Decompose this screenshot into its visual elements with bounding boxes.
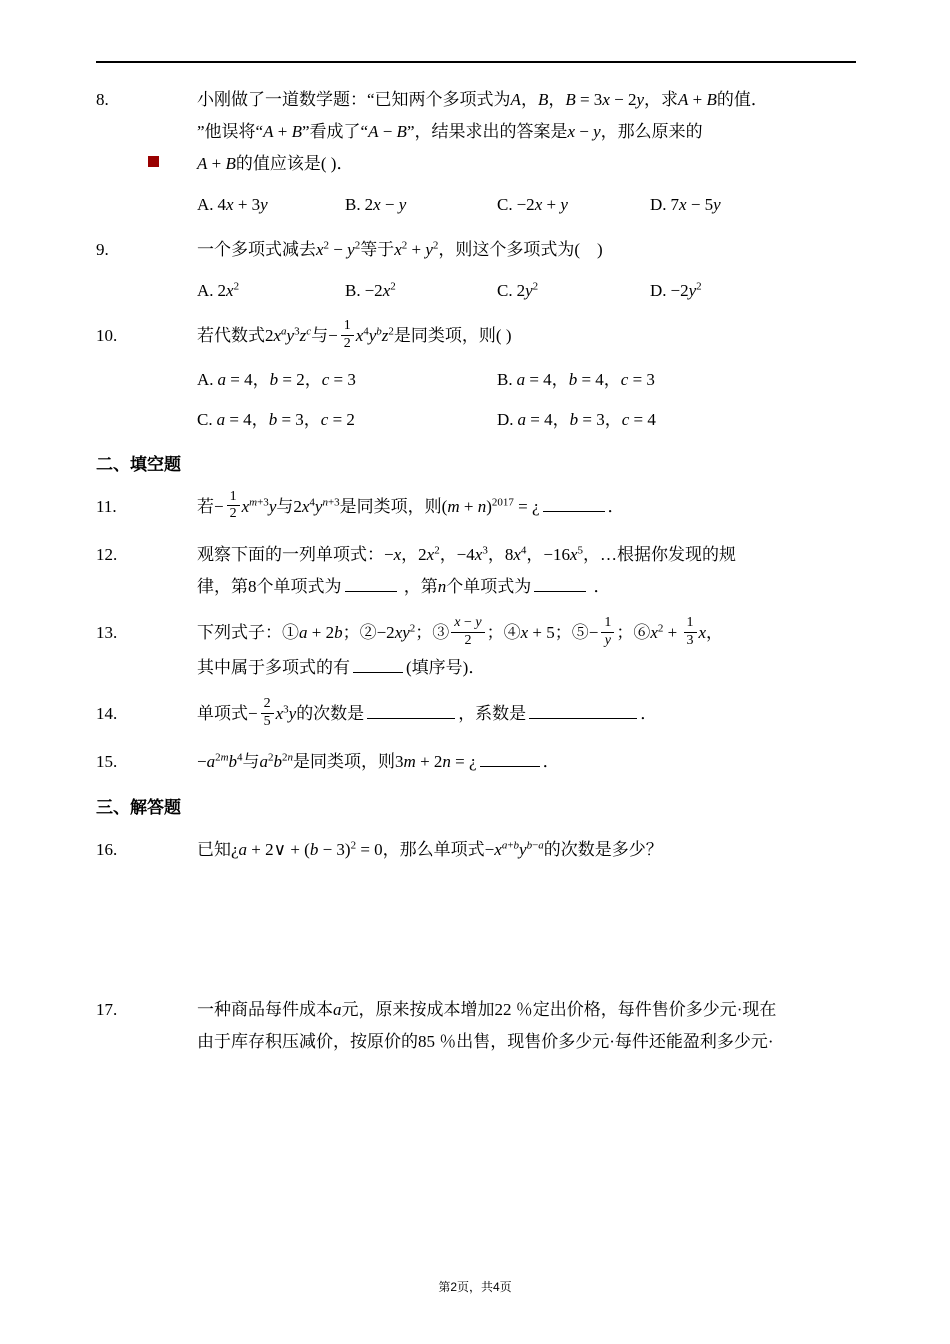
question-number: 9. xyxy=(96,240,109,259)
fraction-denominator xyxy=(601,633,614,650)
question-line: 下列式子：①a + 2b；$②-2xy^2$；③ $\frac{x - y}{2}$ ；④x + 5；⑤− $\frac{1}{y}$ ；$⑥x^2$ + $\frac{1}{3}$ x， xyxy=(197,615,724,648)
math-variable: a xyxy=(516,369,526,389)
option-label: A. xyxy=(197,281,214,300)
minus-sign: − xyxy=(248,703,258,723)
math-variable: xy xyxy=(394,623,410,643)
math-variable: y xyxy=(286,326,295,346)
question-14 xyxy=(96,695,858,733)
option-d: D. a = 4，b = 3，c = 4 xyxy=(497,409,656,429)
option-a: A. 4x + 3y xyxy=(197,195,268,214)
math-variable: x xyxy=(520,623,529,643)
red-marker-icon xyxy=(148,156,159,167)
superscript: 2 xyxy=(390,280,396,293)
option-a: A. $2x^2$ xyxy=(197,280,240,300)
option-c: C. $2y^2$ xyxy=(497,280,539,300)
math-variable: x xyxy=(569,545,578,565)
option-d: D. $-2y^2$ xyxy=(650,280,702,300)
answer-blank xyxy=(480,753,540,767)
math-variable: y xyxy=(636,90,644,109)
math-variable: m xyxy=(220,751,229,764)
superscript xyxy=(306,326,311,338)
fraction-numerator: 2 xyxy=(261,696,274,714)
option-label: B. xyxy=(345,195,361,214)
math-variable: y xyxy=(288,703,297,723)
fraction xyxy=(341,318,354,353)
math-variable: x xyxy=(355,326,364,346)
question-17 xyxy=(96,994,858,1058)
superscript: 2 xyxy=(233,280,240,293)
worksheet-content xyxy=(96,84,858,1072)
question-body xyxy=(197,994,858,1058)
math-variable: b xyxy=(513,839,520,852)
section-heading: 三、解答题 xyxy=(96,798,181,818)
answer-blank xyxy=(529,705,637,719)
superscript: 4 xyxy=(237,751,243,764)
math-variable: x xyxy=(226,281,234,300)
math-variable: a xyxy=(333,1000,342,1020)
question-number: 16. xyxy=(96,840,118,860)
math-variable: x xyxy=(474,545,483,565)
option-label: C. xyxy=(497,195,513,214)
question-9 xyxy=(96,234,858,306)
math-variable: x xyxy=(226,195,234,214)
math-variable: x xyxy=(373,195,381,214)
question-number: 12. xyxy=(96,545,118,565)
math-variable: b xyxy=(569,409,579,429)
superscript: 2 xyxy=(354,239,361,252)
question-11 xyxy=(96,488,858,526)
superscript: 2 xyxy=(323,239,330,252)
question-8 xyxy=(96,84,858,220)
math-variable: y xyxy=(560,195,568,214)
question-body xyxy=(197,617,858,684)
math-variable: x xyxy=(301,496,310,516)
math-variable: a xyxy=(299,623,308,643)
question-line: 一个多项式减去$x^2 - y^2$等于$x^2 + y^2$，则这个多项式为( ) xyxy=(197,239,603,259)
option-label: B. xyxy=(345,281,361,300)
question-line: 小刚做了一道数学题：“已知两个多项式为A，B，B = 3x − 2y，求A + B的值． xyxy=(197,90,768,109)
math-variable: b xyxy=(228,752,238,772)
superscript: 2 xyxy=(388,325,394,338)
superscript: m+3 xyxy=(249,496,269,509)
math-variable: y xyxy=(268,496,277,516)
math-variable: y xyxy=(347,240,355,259)
superscript: 2 xyxy=(350,839,357,852)
math-variable: b xyxy=(526,839,533,852)
math-variable: x xyxy=(275,703,284,723)
page-footer xyxy=(0,1278,950,1295)
math-variable: x xyxy=(393,545,402,565)
math-variable: y xyxy=(368,326,377,346)
question-body xyxy=(197,320,858,435)
math-variable: z xyxy=(381,326,389,346)
superscript: 2 xyxy=(657,622,664,635)
superscript: 4 xyxy=(363,325,369,338)
superscript: 2 xyxy=(696,280,702,293)
math-variable: B xyxy=(225,154,236,173)
math-variable: a xyxy=(281,325,287,338)
superscript: 2017 xyxy=(491,496,514,509)
question-line: 若代数式$2x^ay^3z^c$与− $\frac{1}{2}$ $x^4y^bz^2$是同类项，则( ) xyxy=(197,318,512,351)
fraction-denominator: 2 xyxy=(464,632,472,648)
math-variable: B xyxy=(706,90,717,109)
option-a: A. a = 4，b = 2，c = 3 xyxy=(197,369,356,389)
fraction xyxy=(451,615,484,650)
fraction xyxy=(227,489,240,524)
option-label: A. xyxy=(197,195,214,214)
question-16 xyxy=(96,834,858,866)
option-b: B. $-2x^2$ xyxy=(345,280,396,300)
superscript: 5 xyxy=(577,544,584,557)
math-variable: x xyxy=(650,623,658,643)
math-variable: a xyxy=(501,839,508,852)
math-variable: y xyxy=(475,615,482,631)
answer-blank xyxy=(543,498,605,512)
math-variable: x xyxy=(494,840,502,860)
question-body xyxy=(197,834,858,866)
option-label: B. xyxy=(497,369,513,389)
math-variable: y xyxy=(593,122,601,141)
answer-blank xyxy=(353,659,403,673)
question-body xyxy=(197,539,858,603)
question-line: 已知¿a + 2∨ + $(b - 3)^2 = 0$，那么单项式$-x^{a+b}y^{b-a}$的次数是多少？ xyxy=(197,839,663,860)
superscript: 2 xyxy=(434,544,440,557)
math-variable: a xyxy=(538,839,544,852)
math-variable: B xyxy=(396,122,407,141)
math-variable: x xyxy=(382,281,391,300)
fraction-denominator: 3 xyxy=(686,632,694,648)
answer-blank xyxy=(345,578,397,592)
math-variable: m xyxy=(447,496,460,516)
question-line: $-a^{2m}b^4$与$a^2b^{2n}$是同类项，则3m + 2n = ¿ ． xyxy=(197,751,560,772)
math-variable: x xyxy=(534,195,543,214)
question-line: 一种商品每件成本a元，原来按成本增加22 ％定出价格，每件售价多少元·现在 xyxy=(197,1000,777,1020)
option-label: D. xyxy=(650,195,667,214)
options-row xyxy=(197,365,858,395)
question-body xyxy=(197,746,858,778)
math-variable: c xyxy=(321,369,330,389)
math-variable: c xyxy=(320,409,329,429)
page-number-text: 第2页，共4页 xyxy=(438,1280,512,1294)
superscript: 3 xyxy=(283,703,289,716)
fraction-numerator: x − y xyxy=(451,615,484,633)
math-variable: n xyxy=(477,496,487,516)
superscript: n+3 xyxy=(322,496,340,509)
superscript: 2m xyxy=(215,751,229,764)
fraction-denominator: 5 xyxy=(263,713,271,729)
top-rule xyxy=(96,61,856,63)
math-variable: m xyxy=(249,496,258,509)
option-label: C. xyxy=(497,281,513,300)
math-variable: b xyxy=(568,369,578,389)
math-variable: A xyxy=(678,90,689,109)
math-variable: A xyxy=(197,154,208,173)
math-variable: A xyxy=(368,122,379,141)
math-variable: b xyxy=(268,409,278,429)
option-label: A. xyxy=(197,369,214,389)
question-number: 17. xyxy=(96,1000,118,1020)
options-row xyxy=(197,276,858,306)
math-variable: B xyxy=(291,122,302,141)
math-variable: y xyxy=(604,632,611,648)
superscript: b−a xyxy=(526,839,544,852)
math-variable: x xyxy=(567,122,576,141)
math-variable: b xyxy=(334,623,343,643)
answer-blank xyxy=(367,705,455,719)
options-row xyxy=(197,190,858,220)
math-variable: y xyxy=(260,195,268,214)
math-variable: a xyxy=(216,409,226,429)
math-variable: y xyxy=(398,195,407,214)
question-number: 14. xyxy=(96,703,118,723)
answer-blank xyxy=(534,578,586,592)
question-number: 15. xyxy=(96,752,118,772)
math-variable: a xyxy=(517,409,527,429)
option-label: D. xyxy=(650,281,667,300)
section-heading: 二、填空题 xyxy=(96,454,181,474)
math-variable: n xyxy=(287,751,294,764)
question-line: A + B的值应该是( )． xyxy=(197,148,858,180)
fraction-numerator: 1 xyxy=(601,615,614,633)
minus-sign: − xyxy=(588,623,599,643)
question-number: 11. xyxy=(96,496,117,516)
fraction xyxy=(684,615,697,650)
math-variable: a xyxy=(238,840,248,860)
math-variable: m xyxy=(403,752,416,772)
math-variable: c xyxy=(621,409,630,429)
superscript: 2 xyxy=(268,751,274,764)
math-variable: x xyxy=(454,615,461,631)
math-variable: b xyxy=(269,369,279,389)
question-body xyxy=(197,695,858,733)
superscript: 2 xyxy=(432,239,439,252)
question-body xyxy=(197,488,858,526)
math-variable: b xyxy=(273,752,283,772)
superscript: 3 xyxy=(294,325,300,338)
math-variable: x xyxy=(273,326,282,346)
math-variable: B xyxy=(565,90,576,109)
fraction xyxy=(261,696,274,731)
superscript: 2 xyxy=(532,280,539,293)
math-variable: a xyxy=(206,752,216,772)
fraction-numerator: 1 xyxy=(227,489,240,507)
math-variable: c xyxy=(306,325,312,338)
question-10 xyxy=(96,320,858,435)
math-variable: x xyxy=(679,195,687,214)
math-variable: a xyxy=(217,369,227,389)
math-variable: y xyxy=(519,840,527,860)
superscript: 4 xyxy=(309,496,315,509)
question-line: 单项式− $\frac{2}{5}$ $x^3y$的次数是 ，系数是 ． xyxy=(197,695,658,729)
question-line: 其中属于多项式的有 (填序号)． xyxy=(197,657,486,677)
question-line: 律，第8个单项式为 ，第n个单项式为 ． xyxy=(197,577,611,597)
option-label: C. xyxy=(197,409,213,429)
question-line: 若− $\frac{1}{2}$ $x^{m+3}y$与$2x^4y^{n+3}$是同类项，则$(m + n)^{2017}$ = ¿ ． xyxy=(197,488,625,522)
fraction-denominator: 2 xyxy=(343,335,351,351)
question-12 xyxy=(96,539,858,603)
superscript: 3 xyxy=(482,544,488,557)
question-15 xyxy=(96,746,858,778)
option-c: C. −2x + y xyxy=(497,195,568,214)
math-variable: y xyxy=(713,195,721,214)
superscript: 4 xyxy=(520,544,527,557)
option-c: C. a = 4，b = 3，c = 2 xyxy=(197,409,355,429)
question-line: 由于库存积压减价，按原价的85 ％出售，现售价多少元·每件还能盈利多少元· xyxy=(197,1032,774,1052)
math-variable: x xyxy=(513,545,521,565)
math-variable: c xyxy=(620,369,629,389)
minus-sign: − xyxy=(328,326,338,346)
superscript: a+b xyxy=(501,839,520,852)
math-variable: b xyxy=(309,840,319,860)
math-variable: n xyxy=(437,577,447,597)
math-variable: A xyxy=(263,122,274,141)
math-variable: B xyxy=(537,90,549,109)
math-variable: y xyxy=(425,240,433,259)
option-d: D. 7x − 5y xyxy=(650,195,721,214)
math-variable: b xyxy=(376,325,382,338)
superscript: 2n xyxy=(282,751,294,764)
math-variable: A xyxy=(510,90,521,109)
math-variable: x xyxy=(316,240,324,259)
math-variable: x xyxy=(394,240,402,259)
math-variable: x xyxy=(241,496,250,516)
option-label: D. xyxy=(497,409,514,429)
math-variable: y xyxy=(314,496,323,516)
question-body xyxy=(197,84,858,220)
question-number: 8. xyxy=(96,90,109,109)
fraction xyxy=(601,615,614,650)
math-variable: n xyxy=(442,752,451,772)
math-variable: n xyxy=(322,496,328,509)
question-13 xyxy=(96,617,858,684)
options-row xyxy=(197,405,858,435)
math-variable: y xyxy=(525,281,533,300)
math-variable: y xyxy=(688,281,697,300)
option-b: B. a = 4，b = 4，c = 3 xyxy=(497,369,655,389)
math-variable: z xyxy=(299,326,307,346)
math-variable: x xyxy=(698,623,707,643)
math-variable: x xyxy=(426,545,435,565)
minus-sign: − xyxy=(214,496,224,516)
question-line: 观察下面的一列单项式：−x，$2x^2$，$-4x^3$，$8x^4$，$-16x^5$，…根据你发现的规 xyxy=(197,544,737,565)
math-variable: x xyxy=(602,90,610,109)
question-line: ”他误将“A + B”看成了“A − B”，结果求出的答案是x − y，那么原来的 xyxy=(197,122,703,141)
fraction-denominator: 2 xyxy=(229,506,237,522)
superscript: 2 xyxy=(401,239,408,252)
superscript: 2 xyxy=(409,622,416,635)
math-variable: a xyxy=(259,752,269,772)
fraction-numerator: 1 xyxy=(341,318,354,336)
option-b: B. 2x − y xyxy=(345,195,407,214)
question-body xyxy=(197,234,858,306)
fraction-numerator: 1 xyxy=(684,615,697,633)
question-number: 10. xyxy=(96,326,118,345)
question-number: 13. xyxy=(96,623,118,643)
